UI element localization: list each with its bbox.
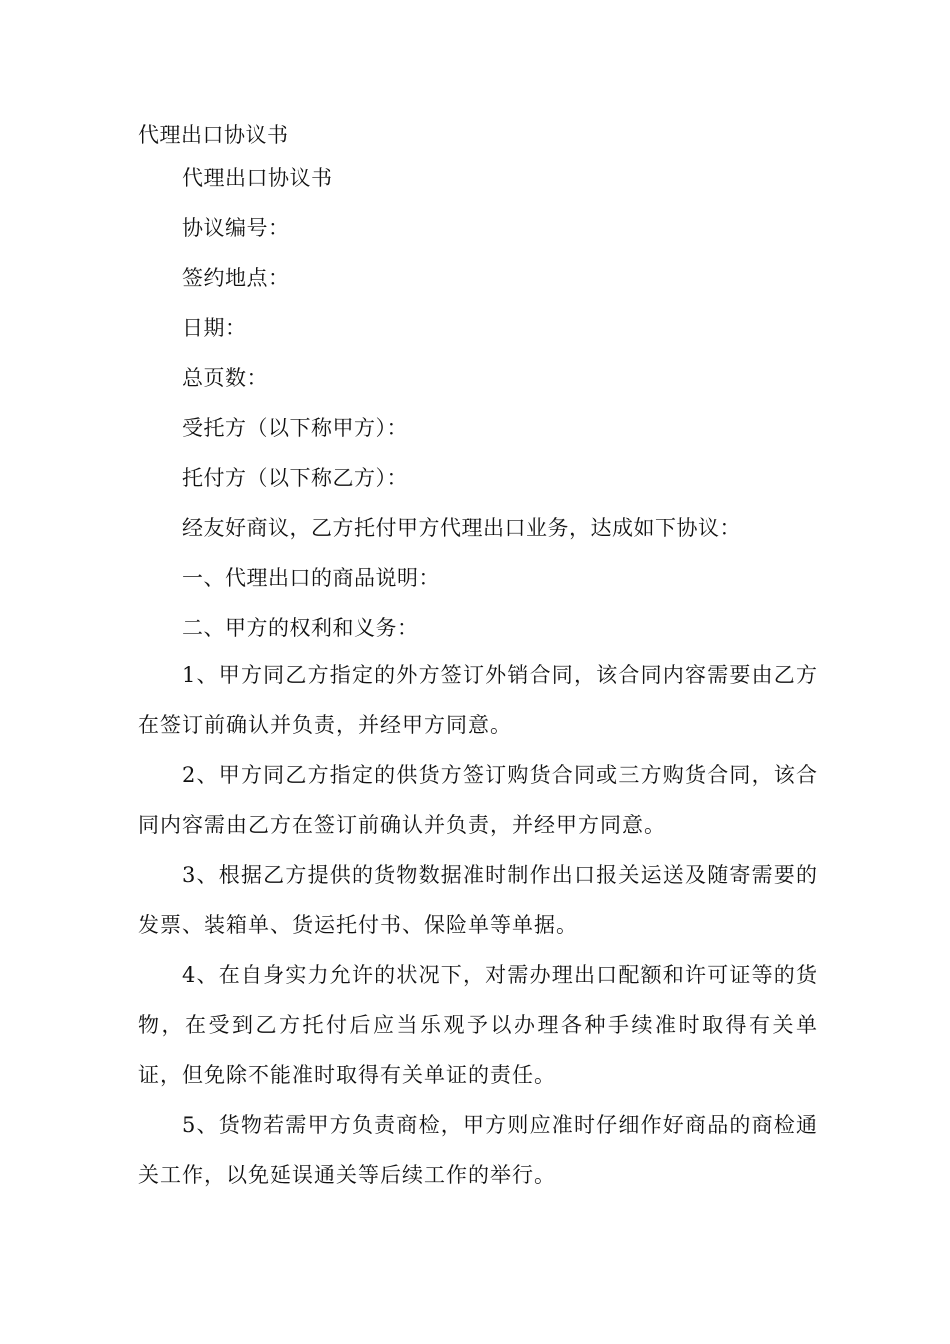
clause-3: 3、根据乙方提供的货物数据准时制作出口报关运送及随寄需要的发票、装箱单、货运托付书、保险单等单据。 (138, 863, 818, 937)
document-title: 代理出口协议书 (138, 123, 289, 147)
clause-5: 5、货物若需甲方负责商检，甲方则应准时仔细作好商品的商检通关工作，以免延误通关等后续工作的举行。 (138, 1113, 818, 1187)
heading-line: 代理出口协议书 (182, 166, 333, 190)
signing-location-label: 签约地点： (182, 266, 290, 290)
clause-4: 4、在自身实力允许的状况下，对需办理出口配额和许可证等的货物，在受到乙方托付后应当乐观予以办理各种手续准时取得有关单证，但免除不能准时取得有关单证的责任。 (138, 963, 818, 1087)
section-1-heading: 一、代理出口的商品说明： (182, 566, 440, 590)
section-2-heading: 二、甲方的权利和义务： (182, 616, 419, 640)
intro-line: 经友好商议，乙方托付甲方代理出口业务，达成如下协议： (182, 516, 741, 540)
total-pages-label: 总页数： (182, 366, 268, 390)
date-label: 日期： (182, 316, 247, 340)
agreement-number-label: 协议编号： (182, 216, 290, 240)
party-b-label: 托付方（以下称乙方）： (182, 466, 408, 490)
party-a-label: 受托方（以下称甲方）： (182, 416, 408, 440)
clause-1: 1、甲方同乙方指定的外方签订外销合同，该合同内容需要由乙方在签订前确认并负责，并经甲方同意。 (138, 663, 818, 737)
clause-2: 2、甲方同乙方指定的供货方签订购货合同或三方购货合同，该合同内容需由乙方在签订前确认并负责，并经甲方同意。 (138, 763, 818, 837)
